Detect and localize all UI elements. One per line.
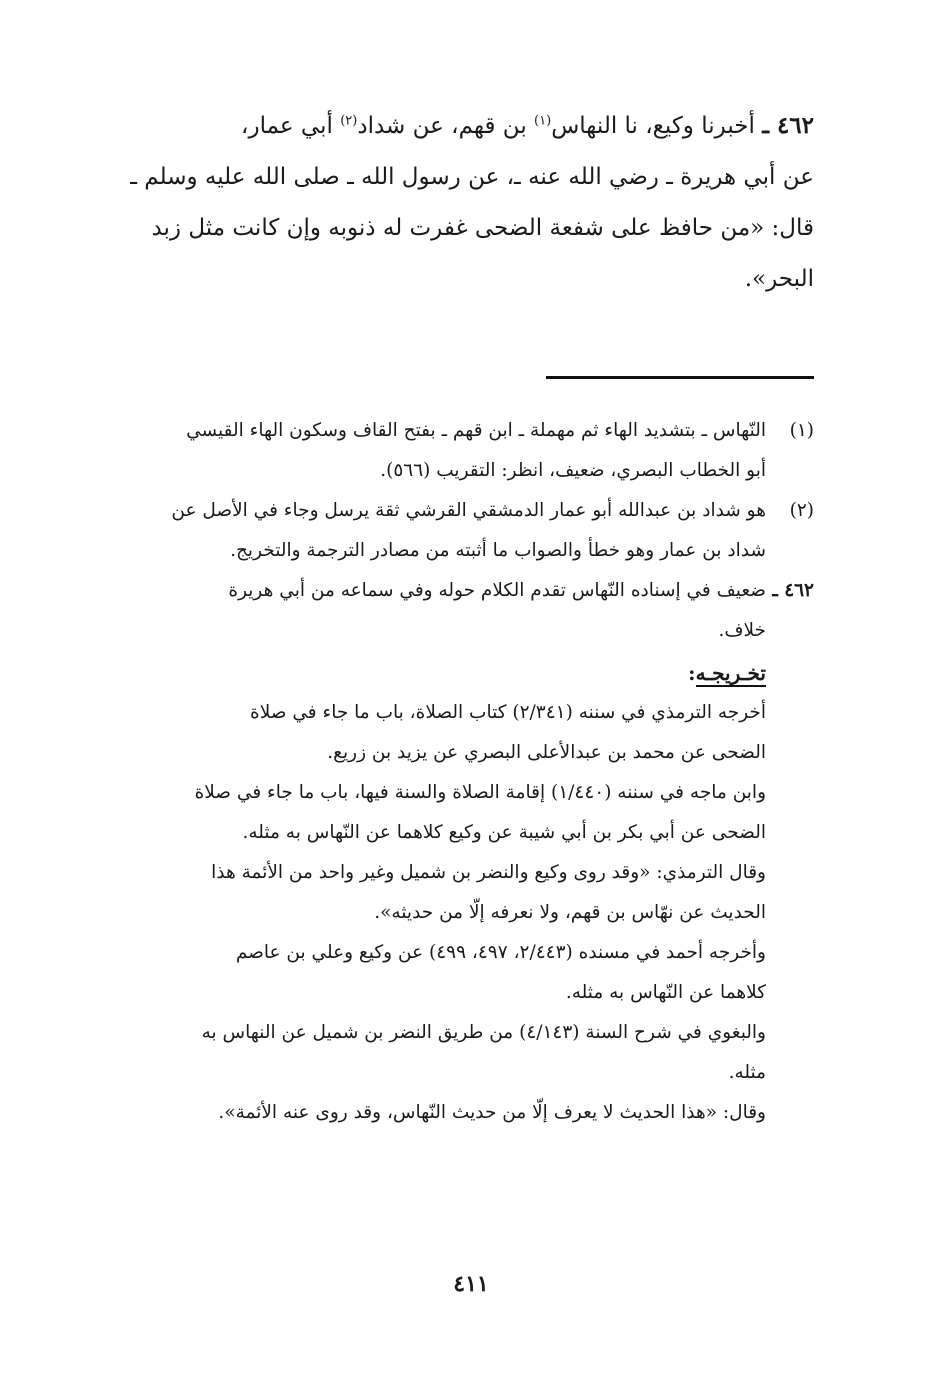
hadith-line-2: عن أبي هريرة ـ رضي الله عنه ـ، عن رسول الله ـ صلى الله عليه وسلم ـ xyxy=(130,164,814,190)
page-number: ٤١١ xyxy=(453,1271,489,1297)
takhrij-item-ibn-majah xyxy=(124,773,766,853)
footnote-2 xyxy=(124,491,814,571)
footnote-1-marker: (١) xyxy=(789,420,814,441)
takhrij-line: وأخرجه أحمد في مسنده (٢/٤٤٣، ٤٩٧، ٤٩٩) عن وكيع وعلي بن عاصم xyxy=(235,942,766,963)
takhrij-line: وقال: «هذا الحديث لا يعرف إلّا من حديث النّهاس، وقد روى عنه الأئمة». xyxy=(218,1102,766,1123)
hadith-line-1-part-c: أبي عمار، xyxy=(241,113,333,139)
takhrij-item-tirmidhi xyxy=(124,693,766,773)
hadith-number: ٤٦٢ ـ xyxy=(762,112,814,139)
footnote-1-body xyxy=(124,411,766,491)
hadith-line-1-part-b: بن قهم، عن شداد xyxy=(357,113,527,139)
grading-body xyxy=(124,571,766,651)
grading-note xyxy=(124,571,814,651)
takhrij-line: وابن ماجه في سننه (١/٤٤٠) إقامة الصلاة والسنة فيها، باب ما جاء في صلاة xyxy=(194,782,766,803)
takhrij-line: الضحى عن أبي بكر بن أبي شيبة عن وكيع كلاهما عن النّهاس به مثله. xyxy=(242,822,766,843)
grading-line-1: ضعيف في إسناده النّهاس تقدم الكلام حوله وفي سماعه من أبي هريرة xyxy=(228,580,766,601)
takhrij-item-ahmad xyxy=(124,933,766,1013)
takhrij-line: الحديث عن نهّاس بن قهم، ولا نعرفه إلّا من حديثه». xyxy=(374,902,766,923)
takhrij-line: وقال الترمذي: «وقد روى وكيع والنضر بن شميل وغير واحد من الأئمة هذا xyxy=(211,862,766,883)
footnote-marker-2[interactable]: (٢) xyxy=(340,113,358,129)
footnote-2-line-1: هو شداد بن عبدالله أبو عمار الدمشقي القرشي ثقة يرسل وجاء في الأصل عن xyxy=(171,500,766,521)
grading-marker: ٤٦٢ ـ xyxy=(772,580,814,601)
hadith-text xyxy=(124,100,814,305)
footnote-1 xyxy=(124,411,814,491)
hadith-line-1 xyxy=(124,100,814,152)
footnote-2-line-2: شداد بن عمار وهو خطأ والصواب ما أثبته من مصادر الترجمة والتخريج. xyxy=(230,540,766,561)
footnotes-section xyxy=(124,411,814,1133)
takhrij-line: والبغوي في شرح السنة (٤/١٤٣) من طريق النضر بن شميل عن النهاس به xyxy=(201,1022,766,1043)
footnote-1-line-2: أبو الخطاب البصري، ضعيف، انظر: التقريب (٥٦٦). xyxy=(380,460,766,481)
takhrij-heading-word: تخـريجـه xyxy=(695,661,766,685)
footnote-2-body xyxy=(124,491,766,571)
takhrij-item-baghawi-comment xyxy=(124,1093,766,1133)
hadith-line-1-part-a: أخبرنا وكيع، نا النهاس xyxy=(551,113,755,139)
footnote-1-line-1: النّهاس ـ بتشديد الهاء ثم مهملة ـ ابن قهم ـ بفتح القاف وسكون الهاء القيسي xyxy=(186,420,766,441)
hadith-line-3: قال: «من حافظ على شفعة الضحى غفرت له ذنوبه وإن كانت مثل زبد xyxy=(151,215,814,241)
takhrij-line: أخرجه الترمذي في سننه (٢/٣٤١) كتاب الصلاة، باب ما جاء في صلاة xyxy=(250,702,766,723)
footnote-2-marker: (٢) xyxy=(789,500,814,521)
takhrij-line: الضحى عن محمد بن عبدالأعلى البصري عن يزيد بن زريع. xyxy=(327,742,766,763)
takhrij-item-baghawi xyxy=(124,1013,766,1093)
footnote-separator xyxy=(546,376,814,379)
takhrij-item-tirmidhi-comment xyxy=(124,853,766,933)
takhrij-line: كلاهما عن النّهاس به مثله. xyxy=(565,982,766,1003)
grading-line-2: خلاف. xyxy=(718,620,766,641)
hadith-line-4: البحر». xyxy=(744,266,814,292)
takhrij-line: مثله. xyxy=(728,1062,766,1083)
takhrij-heading xyxy=(124,653,766,693)
footnote-marker-1[interactable]: (١) xyxy=(534,113,552,129)
takhrij-heading-colon: : xyxy=(688,661,696,685)
